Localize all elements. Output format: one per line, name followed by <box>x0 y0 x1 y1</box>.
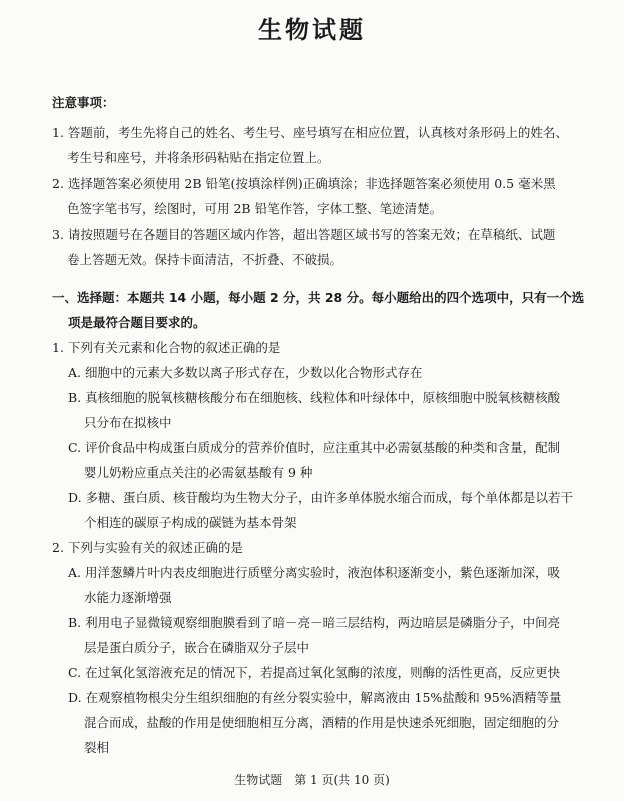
option-line: C. 在过氧化氢溶液充足的情况下，若提高过氧化氢酶的浓度，则酶的活性更高，反应更快 <box>68 665 561 680</box>
option-line: 只分布在拟核中 <box>84 415 172 430</box>
section-heading-line: 一、选择题：本题共 14 小题，每小题 2 分，共 28 分。每小题给出的四个选项中，只有一个选 <box>52 290 585 305</box>
option-line: 层是蛋白质分子，嵌合在磷脂双分子层中 <box>84 640 310 655</box>
notes-heading: 注意事项： <box>52 95 115 110</box>
page-footer: 生物试题 第 1 页(共 10 页) <box>234 773 390 787</box>
page-title: 生物试题 <box>258 16 366 44</box>
note-line: 2. 选择题答案必须使用 2B 铅笔(按填涂样例)正确填涂；非选择题答案必须使用 0.5 毫米黑 <box>52 176 556 191</box>
note-item-1 <box>52 121 597 170</box>
notes-block <box>52 93 597 274</box>
choice-section <box>52 285 600 760</box>
option-line: C. 评价食品中构成蛋白质成分的营养价值时，应注重其中必需氨基酸的种类和含量，配制 <box>68 440 561 455</box>
note-item-2 <box>52 172 597 221</box>
option-line: 裂相 <box>84 740 110 755</box>
question-2 <box>52 535 600 760</box>
option-c <box>52 660 600 685</box>
option-line: 婴儿奶粉应重点关注的必需氨基酸有 9 种 <box>84 465 313 480</box>
option-b <box>52 385 600 435</box>
note-line: 卷上答题无效。保持卡面清洁，不折叠、不破损。 <box>67 251 343 267</box>
question-stem: 1. 下列有关元素和化合物的叙述正确的是 <box>52 340 281 355</box>
section-heading-line: 项是最符合题目要求的。 <box>68 315 206 330</box>
section-heading <box>52 285 600 335</box>
note-line: 考生号和座号，并将条形码粘贴在指定位置上。 <box>67 149 330 165</box>
note-line: 1. 答题前，考生先将自己的姓名、考生号、座号填写在相应位置，认真核对条形码上的姓名、 <box>52 125 568 140</box>
option-b <box>52 610 600 660</box>
note-line: 色签字笔书写，绘图时，可用 2B 铅笔作答，字体工整、笔迹清楚。 <box>67 200 443 216</box>
option-line: B. 利用电子显微镜观察细胞膜看到了暗－亮－暗三层结构，两边暗层是磷脂分子，中间亮 <box>68 615 561 630</box>
note-line: 3. 请按照题号在各题目的答题区域内作答，超出答题区域书写的答案无效；在草稿纸、试题 <box>52 227 556 242</box>
option-line: 个相连的碳原子构成的碳链为基本骨架 <box>84 515 297 530</box>
option-d <box>52 685 600 760</box>
option-c <box>52 435 600 485</box>
option-line: D. 在观察植物根尖分生组织细胞的有丝分裂实验中，解离液由 15%盐酸和 95%酒精等量 <box>68 690 562 705</box>
option-a <box>52 560 600 610</box>
option-d <box>52 485 600 535</box>
option-line: A. 细胞中的元素大多数以离子形式存在，少数以化合物形式存在 <box>68 365 423 380</box>
note-item-3 <box>52 223 597 272</box>
option-line: D. 多糖、蛋白质、核苷酸均为生物大分子，由许多单体脱水缩合而成，每个单体都是以若干 <box>68 490 574 505</box>
question-stem: 2. 下列与实验有关的叙述正确的是 <box>52 540 243 555</box>
option-line: 水能力逐渐增强 <box>84 590 172 605</box>
option-line: A. 用洋葱鳞片叶内表皮细胞进行质壁分离实验时，液泡体积逐渐变小，紫色逐渐加深，吸 <box>68 565 560 580</box>
option-line: B. 真核细胞的脱氧核糖核酸分布在细胞核、线粒体和叶绿体中，原核细胞中脱氧核糖核酸 <box>68 390 561 405</box>
question-1 <box>52 335 600 535</box>
option-line: 混合而成，盐酸的作用是使细胞相互分离，酒精的作用是快速杀死细胞，固定细胞的分 <box>84 715 560 730</box>
option-a <box>52 360 600 385</box>
